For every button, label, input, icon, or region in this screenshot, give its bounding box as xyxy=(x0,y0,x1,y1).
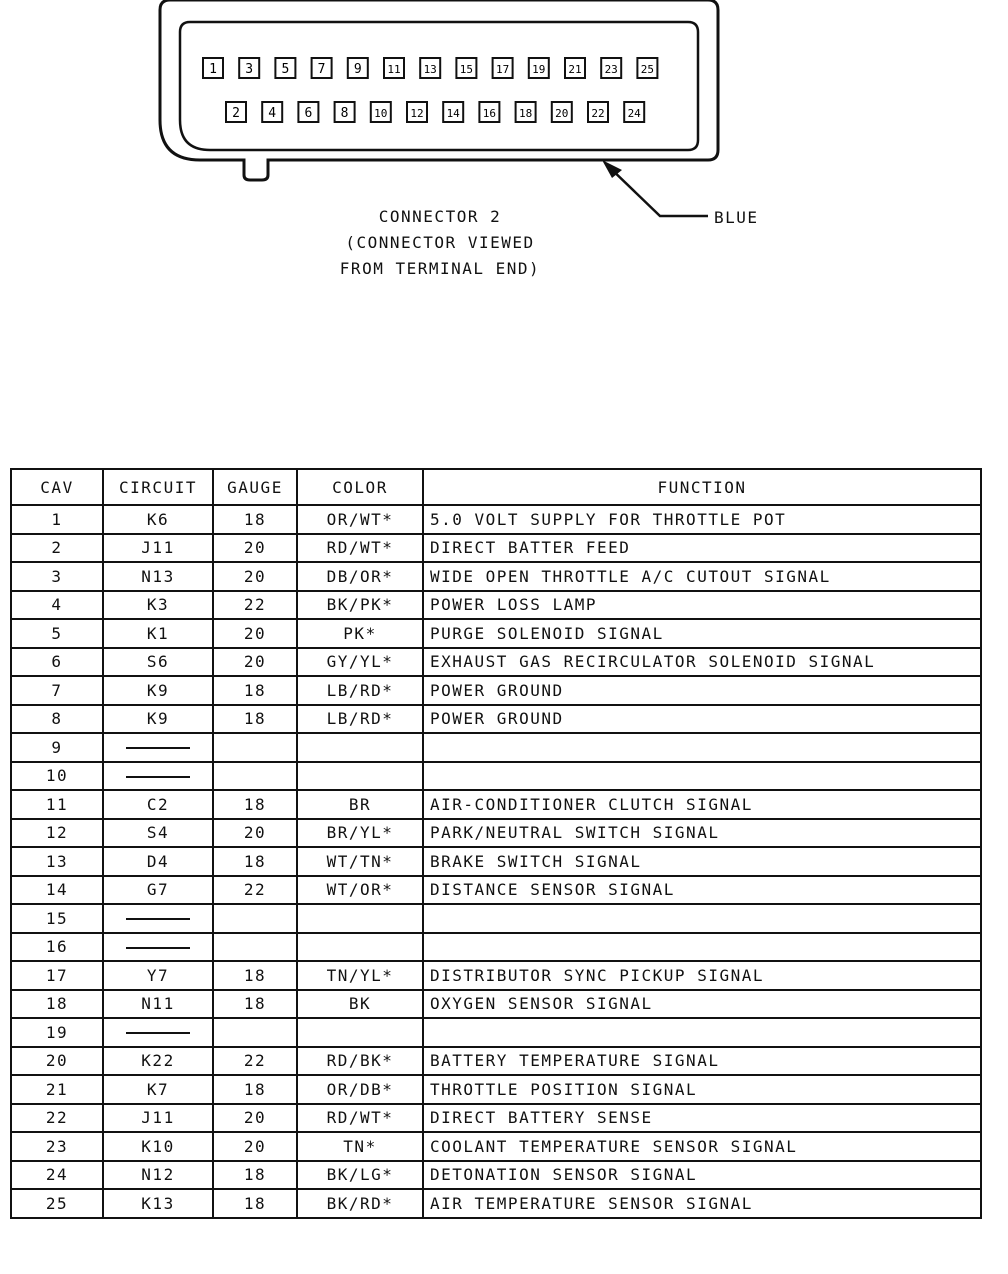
header-circuit: CIRCUIT xyxy=(103,469,213,505)
table-row xyxy=(11,847,981,876)
cell-cav: 9 xyxy=(11,733,103,762)
connector-color-label: BLUE xyxy=(714,208,759,227)
cell-color: BR xyxy=(297,790,423,819)
cell-color: DB/OR* xyxy=(297,562,423,591)
cell-function: AIR-CONDITIONER CLUTCH SIGNAL xyxy=(423,790,981,819)
cell-color: BK/LG* xyxy=(297,1161,423,1190)
table-row xyxy=(11,876,981,905)
cell-gauge: 18 xyxy=(213,1189,297,1218)
cell-color: OR/DB* xyxy=(297,1075,423,1104)
unused-dash xyxy=(126,947,190,949)
pin-cavity xyxy=(601,58,621,78)
cell-color: RD/WT* xyxy=(297,1104,423,1133)
cell-cav: 2 xyxy=(11,534,103,563)
cell-circuit: N11 xyxy=(103,990,213,1019)
cell-gauge xyxy=(213,933,297,962)
cell-function: BATTERY TEMPERATURE SIGNAL xyxy=(423,1047,981,1076)
table-row xyxy=(11,1132,981,1161)
cell-function: POWER LOSS LAMP xyxy=(423,591,981,620)
cell-gauge: 18 xyxy=(213,505,297,534)
cell-circuit: N12 xyxy=(103,1161,213,1190)
cell-circuit: J11 xyxy=(103,1104,213,1133)
cell-gauge: 18 xyxy=(213,790,297,819)
cell-circuit: K9 xyxy=(103,676,213,705)
table-row xyxy=(11,1189,981,1218)
cell-function: 5.0 VOLT SUPPLY FOR THROTTLE POT xyxy=(423,505,981,534)
pin-number: 20 xyxy=(555,107,569,120)
cell-circuit: S4 xyxy=(103,819,213,848)
cell-circuit xyxy=(103,933,213,962)
pin-cavity xyxy=(493,58,513,78)
pin-number: 17 xyxy=(495,63,510,76)
cell-circuit: K7 xyxy=(103,1075,213,1104)
cell-circuit: N13 xyxy=(103,562,213,591)
table-row xyxy=(11,1018,981,1047)
cell-function xyxy=(423,733,981,762)
pin-number: 15 xyxy=(459,63,474,76)
pin-number: 8 xyxy=(340,106,349,121)
unused-dash xyxy=(126,776,190,778)
header-function: FUNCTION xyxy=(423,469,981,505)
cell-cav: 20 xyxy=(11,1047,103,1076)
pin-cavity xyxy=(312,58,332,78)
table-row xyxy=(11,648,981,677)
pin-cavity xyxy=(565,58,585,78)
cell-function: POWER GROUND xyxy=(423,676,981,705)
table-row xyxy=(11,733,981,762)
cell-cav: 12 xyxy=(11,819,103,848)
pin-number: 6 xyxy=(304,106,313,121)
cell-cav: 7 xyxy=(11,676,103,705)
pin-number: 3 xyxy=(245,62,254,77)
cell-circuit: J11 xyxy=(103,534,213,563)
pin-cavity xyxy=(516,102,536,122)
cell-gauge xyxy=(213,733,297,762)
cell-cav: 15 xyxy=(11,904,103,933)
cell-function: DIRECT BATTER FEED xyxy=(423,534,981,563)
cell-gauge: 18 xyxy=(213,705,297,734)
table-row xyxy=(11,1161,981,1190)
cell-color: GY/YL* xyxy=(297,648,423,677)
cell-circuit: C2 xyxy=(103,790,213,819)
cell-cav: 24 xyxy=(11,1161,103,1190)
header-cav: CAV xyxy=(11,469,103,505)
cell-gauge: 18 xyxy=(213,990,297,1019)
cell-circuit: K1 xyxy=(103,619,213,648)
pin-number: 23 xyxy=(604,63,618,76)
unused-dash xyxy=(126,747,190,749)
pin-number: 22 xyxy=(591,107,605,120)
cell-cav: 6 xyxy=(11,648,103,677)
cell-cav: 21 xyxy=(11,1075,103,1104)
cell-circuit: G7 xyxy=(103,876,213,905)
cell-function: DIRECT BATTERY SENSE xyxy=(423,1104,981,1133)
cell-function: PARK/NEUTRAL SWITCH SIGNAL xyxy=(423,819,981,848)
table-row xyxy=(11,819,981,848)
cell-gauge: 20 xyxy=(213,1132,297,1161)
pin-cavity xyxy=(384,58,404,78)
pin-cavity xyxy=(348,58,368,78)
table-row xyxy=(11,1104,981,1133)
cell-cav: 4 xyxy=(11,591,103,620)
cell-color: PK* xyxy=(297,619,423,648)
cell-circuit: K6 xyxy=(103,505,213,534)
pin-cavity xyxy=(371,102,391,122)
cell-circuit xyxy=(103,904,213,933)
pin-cavity xyxy=(637,58,657,78)
cell-function xyxy=(423,762,981,791)
caption-line-3: FROM TERMINAL END) xyxy=(339,259,541,278)
cell-function xyxy=(423,904,981,933)
cell-circuit: K10 xyxy=(103,1132,213,1161)
cell-function: EXHAUST GAS RECIRCULATOR SOLENOID SIGNAL xyxy=(423,648,981,677)
cell-cav: 8 xyxy=(11,705,103,734)
cell-function: WIDE OPEN THROTTLE A/C CUTOUT SIGNAL xyxy=(423,562,981,591)
connector-outer-shell xyxy=(160,0,718,180)
connector-inner-shell xyxy=(180,22,698,150)
cell-gauge: 20 xyxy=(213,619,297,648)
cell-color xyxy=(297,733,423,762)
cell-color xyxy=(297,1018,423,1047)
table-row xyxy=(11,562,981,591)
cell-circuit: K13 xyxy=(103,1189,213,1218)
cell-color: WT/OR* xyxy=(297,876,423,905)
cell-color: RD/WT* xyxy=(297,534,423,563)
pin-cavity xyxy=(226,102,246,122)
cell-cav: 22 xyxy=(11,1104,103,1133)
pin-number: 10 xyxy=(374,107,388,120)
cell-circuit xyxy=(103,762,213,791)
cell-cav: 19 xyxy=(11,1018,103,1047)
table-row xyxy=(11,591,981,620)
table-row xyxy=(11,676,981,705)
cell-function: BRAKE SWITCH SIGNAL xyxy=(423,847,981,876)
cell-cav: 11 xyxy=(11,790,103,819)
table-row xyxy=(11,619,981,648)
cell-gauge xyxy=(213,762,297,791)
pin-cavity xyxy=(298,102,318,122)
pin-cavity xyxy=(420,58,440,78)
cell-cav: 5 xyxy=(11,619,103,648)
table-header-row xyxy=(11,469,981,505)
caption-line-2: (CONNECTOR VIEWED xyxy=(345,233,535,252)
cell-circuit: S6 xyxy=(103,648,213,677)
caption-line-1: CONNECTOR 2 xyxy=(378,207,502,226)
cell-gauge: 20 xyxy=(213,648,297,677)
table-row xyxy=(11,904,981,933)
pin-number: 9 xyxy=(353,62,362,77)
cell-color: BK xyxy=(297,990,423,1019)
cell-gauge: 20 xyxy=(213,819,297,848)
pin-cavity xyxy=(624,102,644,122)
cell-cav: 10 xyxy=(11,762,103,791)
table-row xyxy=(11,762,981,791)
pin-number: 4 xyxy=(268,106,277,121)
cell-gauge: 18 xyxy=(213,847,297,876)
cell-circuit xyxy=(103,1018,213,1047)
table-row xyxy=(11,1047,981,1076)
cell-cav: 3 xyxy=(11,562,103,591)
pin-number: 12 xyxy=(410,107,424,120)
cell-color xyxy=(297,762,423,791)
pin-cavity xyxy=(529,58,549,78)
table-row xyxy=(11,961,981,990)
top-pin-row xyxy=(203,58,657,78)
pinout-table xyxy=(10,468,982,1219)
table-row xyxy=(11,790,981,819)
cell-function: THROTTLE POSITION SIGNAL xyxy=(423,1075,981,1104)
pin-cavity xyxy=(407,102,427,122)
header-gauge: GAUGE xyxy=(213,469,297,505)
pin-number: 24 xyxy=(627,107,641,120)
cell-cav: 13 xyxy=(11,847,103,876)
blue-leader-line xyxy=(606,164,708,216)
cell-function: POWER GROUND xyxy=(423,705,981,734)
pin-number: 1 xyxy=(209,62,217,77)
cell-gauge xyxy=(213,1018,297,1047)
bottom-pin-row xyxy=(226,102,644,122)
cell-color: BK/PK* xyxy=(297,591,423,620)
cell-cav: 1 xyxy=(11,505,103,534)
cell-circuit: K22 xyxy=(103,1047,213,1076)
cell-function: COOLANT TEMPERATURE SENSOR SIGNAL xyxy=(423,1132,981,1161)
table-row xyxy=(11,1075,981,1104)
pin-cavity xyxy=(552,102,572,122)
cell-cav: 18 xyxy=(11,990,103,1019)
cell-function: PURGE SOLENOID SIGNAL xyxy=(423,619,981,648)
cell-circuit: Y7 xyxy=(103,961,213,990)
cell-circuit: K9 xyxy=(103,705,213,734)
pin-number: 7 xyxy=(317,62,326,77)
pin-cavity xyxy=(335,102,355,122)
pin-number: 18 xyxy=(518,107,533,120)
unused-dash xyxy=(126,1032,190,1034)
cell-function xyxy=(423,1018,981,1047)
table-row xyxy=(11,990,981,1019)
pin-cavity xyxy=(588,102,608,122)
cell-cav: 14 xyxy=(11,876,103,905)
cell-color: LB/RD* xyxy=(297,676,423,705)
cell-circuit: K3 xyxy=(103,591,213,620)
cell-gauge: 18 xyxy=(213,1075,297,1104)
cell-function: DISTRIBUTOR SYNC PICKUP SIGNAL xyxy=(423,961,981,990)
cell-gauge: 18 xyxy=(213,676,297,705)
pin-number: 21 xyxy=(568,63,582,76)
cell-gauge: 20 xyxy=(213,562,297,591)
cell-color: BR/YL* xyxy=(297,819,423,848)
cell-gauge: 20 xyxy=(213,534,297,563)
pin-cavity xyxy=(262,102,282,122)
pin-cavity xyxy=(239,58,259,78)
table-row xyxy=(11,933,981,962)
cell-gauge: 22 xyxy=(213,876,297,905)
cell-circuit: D4 xyxy=(103,847,213,876)
cell-color: TN/YL* xyxy=(297,961,423,990)
pin-number: 2 xyxy=(232,106,240,121)
pin-number: 11 xyxy=(387,63,401,76)
cell-gauge: 18 xyxy=(213,961,297,990)
cell-color: BK/RD* xyxy=(297,1189,423,1218)
pin-cavity xyxy=(479,102,499,122)
cell-function: DETONATION SENSOR SIGNAL xyxy=(423,1161,981,1190)
pin-cavity xyxy=(203,58,223,78)
cell-gauge: 20 xyxy=(213,1104,297,1133)
cell-gauge: 18 xyxy=(213,1161,297,1190)
pin-number: 13 xyxy=(423,63,437,76)
cell-cav: 17 xyxy=(11,961,103,990)
pin-number: 19 xyxy=(532,63,546,76)
cell-color xyxy=(297,904,423,933)
pin-number: 16 xyxy=(482,107,497,120)
cell-cav: 16 xyxy=(11,933,103,962)
pin-number: 5 xyxy=(281,62,290,77)
cell-color: WT/TN* xyxy=(297,847,423,876)
cell-function xyxy=(423,933,981,962)
cell-gauge xyxy=(213,904,297,933)
pin-cavity xyxy=(275,58,295,78)
cell-function: OXYGEN SENSOR SIGNAL xyxy=(423,990,981,1019)
cell-circuit xyxy=(103,733,213,762)
cell-color: LB/RD* xyxy=(297,705,423,734)
header-color: COLOR xyxy=(297,469,423,505)
unused-dash xyxy=(126,918,190,920)
cell-function: AIR TEMPERATURE SENSOR SIGNAL xyxy=(423,1189,981,1218)
cell-color: OR/WT* xyxy=(297,505,423,534)
cell-function: DISTANCE SENSOR SIGNAL xyxy=(423,876,981,905)
pin-number: 14 xyxy=(446,107,460,120)
pin-cavity xyxy=(443,102,463,122)
table-row xyxy=(11,705,981,734)
table-row xyxy=(11,505,981,534)
cell-color xyxy=(297,933,423,962)
cell-cav: 25 xyxy=(11,1189,103,1218)
cell-cav: 23 xyxy=(11,1132,103,1161)
table-row xyxy=(11,534,981,563)
connector-caption xyxy=(300,204,580,282)
pin-cavity xyxy=(456,58,476,78)
cell-gauge: 22 xyxy=(213,591,297,620)
cell-gauge: 22 xyxy=(213,1047,297,1076)
cell-color: TN* xyxy=(297,1132,423,1161)
pin-number: 25 xyxy=(640,63,655,76)
cell-color: RD/BK* xyxy=(297,1047,423,1076)
